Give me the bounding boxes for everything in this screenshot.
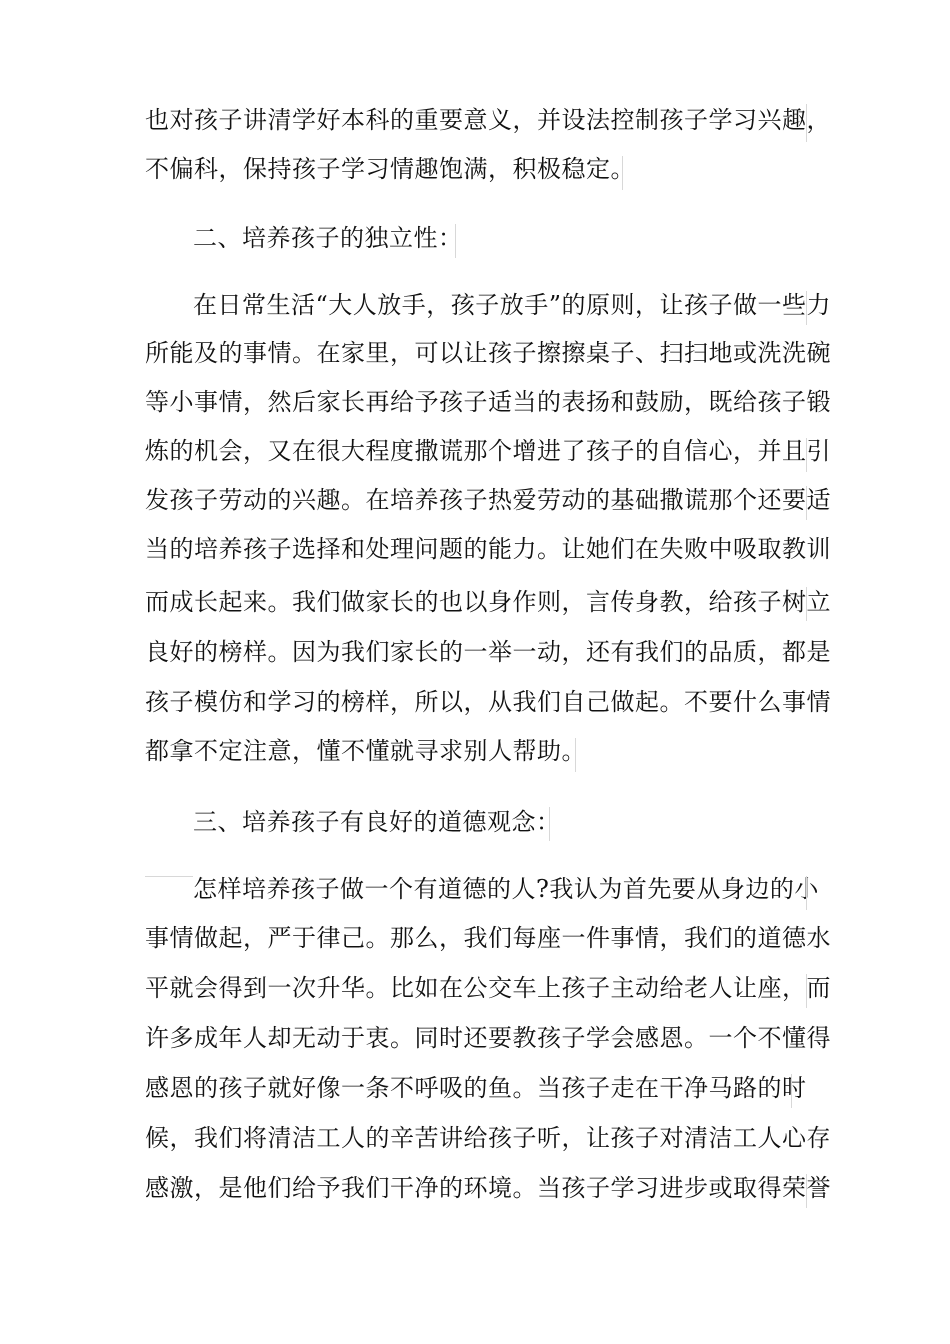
paragraph-line: 感恩的孩子就好像一条不呼吸的鱼。当孩子走在干净马路的时 [145, 1074, 807, 1102]
text-box-edge [806, 974, 807, 1008]
paragraph-line: 所能及的事情。在家里，可以让孩子擦擦桌子、扫扫地或洗洗碗 [145, 339, 831, 367]
paragraph-line: 也对孩子讲清学好本科的重要意义，并设法控制孩子学习兴趣， [145, 106, 831, 134]
paragraph-line: 事情做起，严于律己。那么，我们每座一件事情，我们的道德水 [145, 924, 831, 952]
text-box-edge [806, 486, 807, 520]
text-box-edge [806, 104, 807, 142]
paragraph-line: 都拿不定注意，懂不懂就寻求别人帮助。 [145, 737, 586, 765]
paragraph-line: 而成长起来。我们做家长的也以身作则，言传身教，给孩子树立 [145, 588, 831, 616]
section-heading: 三、培养孩子有良好的道德观念： [193, 808, 561, 836]
text-box-edge [806, 1174, 807, 1208]
paragraph-line: 孩子模仿和学习的榜样，所以，从我们自己做起。不要什么事情 [145, 688, 831, 716]
section-heading: 二、培养孩子的独立性： [193, 224, 463, 252]
paragraph-line: 怎样培养孩子做一个有道德的人?我认为首先要从身边的小 [193, 875, 819, 903]
paragraph-line: 发孩子劳动的兴趣。在培养孩子热爱劳动的基础撒谎那个还要适 [145, 486, 831, 514]
text-box-edge [145, 876, 193, 877]
paragraph-line: 不偏科，保持孩子学习情趣饱满，积极稳定。 [145, 155, 635, 183]
text-box-edge [806, 291, 807, 325]
paragraph-line: 感激，是他们给予我们干净的环境。当孩子学习进步或取得荣誉 [145, 1174, 831, 1202]
text-box-edge [806, 587, 807, 621]
text-box-edge [806, 438, 807, 472]
paragraph-line: 炼的机会，又在很大程度撒谎那个增进了孩子的自信心，并且引 [145, 437, 831, 465]
paragraph-line: 候，我们将清洁工人的辛苦讲给孩子听，让孩子对清洁工人心存 [145, 1124, 831, 1152]
paragraph-line: 许多成年人却无动于衷。同时还要教孩子学会感恩。一个不懂得 [145, 1024, 831, 1052]
text-box-edge [549, 807, 550, 841]
text-box-edge [791, 1074, 792, 1108]
paragraph-line: 在日常生活“大人放手，孩子放手”的原则，让孩子做一些力 [193, 291, 832, 319]
paragraph-line: 当的培养孩子选择和处理问题的能力。让她们在失败中吸取教训 [145, 535, 831, 563]
paragraph-line: 平就会得到一次升华。比如在公交车上孩子主动给老人让座，而 [145, 974, 831, 1002]
text-box-edge [622, 156, 623, 190]
paragraph-line: 良好的榜样。因为我们家长的一举一动，还有我们的品质，都是 [145, 638, 831, 666]
paragraph-line: 等小事情，然后家长再给予孩子适当的表扬和鼓励，既给孩子锻 [145, 388, 831, 416]
text-box-edge [806, 876, 807, 910]
text-box-edge [575, 738, 576, 772]
text-box-edge [455, 224, 456, 258]
